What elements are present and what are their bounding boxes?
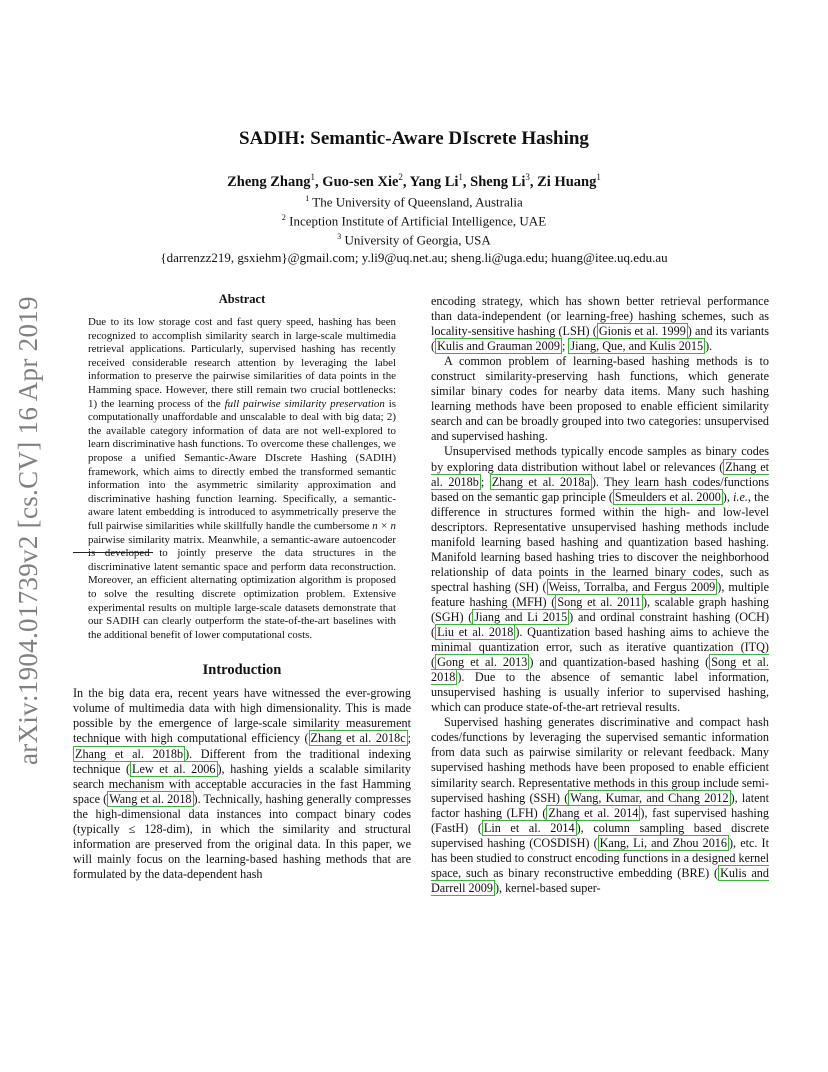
affiliation-mark: 3 [337,232,342,242]
citation-link[interactable]: Song et al. 2018 [431,655,769,685]
citation-link[interactable]: Weiss, Torralba, and Fergus 2009 [548,579,716,594]
citation-link[interactable]: Kulis and Grauman 2009 [437,339,560,354]
body-paragraph: In the big data era, recent years have witnessed the ever-growing volume of multimedia data with high dimensionality. This is made possible by the emergence of large-scale similarity measurement technique with high computational efficiency ( Zhang et al. 2018c ; Zhang et al. 2018b ). Different from the traditional indexing technique ( Lew et al. 2006 ), hashing yields a scalable similarity search mechanism with acceptable accuracies in the fast Hamming space ( Wang et al. 2018 ). Technically, hashing generally compresses the high-dimensional data instances into compact binary codes (typically ≤ 128-dim), in which the similarity and structural information are preserved from the original data. In this paper, we will mainly focus on the learning-based hashing methods that are formulated by the data-dependent hash [73,686,412,881]
author-list: Zheng Zhang$^1$, Guo-sen Xie$^2$, Yang Li$^1$, Sheng Li$^3$, Zi Huang$^1$ [227,172,601,190]
author-affiliation-mark: 3 [525,172,530,182]
author-affiliation-mark: 1 [596,172,601,182]
body-paragraph: Unsupervised methods typically encode samples as binary codes by exploring data distribution without label or relevances ( Zhang et al. 2018b ; Zhang et al. 2018a ). They learn hash codes/functions based on the semantic gap principle ( Smeulders et al. 2000 ), i.e., the difference in structures formed within the high- and low-level descriptors. Representative unsupervised hashing methods include manifold learning based hashing and quantization based hashing. Manifold learning based hashing tries to discover the neighborhood relationship of data points in the learned binary codes, such as spectral hashing (SH) ( Weiss, Torralba, and Fergus 2009 ), multiple feature hashing (MFH) ( Song et al. 2011 ), scalable graph hashing (SGH) ( Jiang and Li 2015 ) and ordinal constraint hashing (OCH) ( Liu et al. 2018 ). Quantization based hashing aims to achieve the minimal quantization error, such as iterative quantization (ITQ) ( Gong et al. 2013 ) and quantization-based hashing ( Song et al. 2018 ). Due to the absence of semantic label information, unsupervised hashing is usually inferior to supervised hashing, which can produce state-of-the-art retrieval results. [431,444,770,715]
citation-link[interactable]: Wang, Kumar, and Chang 2012 [570,790,729,805]
body-paragraph: encoding strategy, which has shown better retrieval performance than data-independent (or learning-free) hashing schemes, such as locality-sensitive hashing (LSH) ( Gionis et al. 1999 ) and its variants ( Kulis and Grauman 2009 ; Jiang, Que, and Kulis 2015 ). [431,294,769,354]
emphasis-text: n × n [372,519,396,532]
citation-link[interactable]: Zhang et al. 2018a [491,474,590,489]
author-emails: {darrenzz219, gsxiehm}@gmail.com; y.li9@uq.net.au; sheng.li@uga.edu; huang@itee.uq.edu.au [160,249,668,265]
paper-title: SADIH: Semantic-Aware DIscrete Hashing [239,128,589,149]
citation-link[interactable]: Jiang and Li 2015 [474,609,568,624]
citation-link[interactable]: Zhang et al. 2018b [75,746,184,761]
emphasis-text: i.e., [733,489,751,504]
affiliation-line [0,229,828,248]
citation-link[interactable]: Wang et al. 2018 [109,791,192,806]
citation-link[interactable]: Smeulders et al. 2000 [614,489,721,504]
citation-link[interactable]: Song et al. 2011 [557,594,641,609]
citation-link[interactable]: Kulis and Darrell 2009 [431,865,769,895]
citation-link[interactable]: Kang, Li, and Zhou 2016 [599,835,727,850]
introduction-heading: Introduction [202,662,282,679]
citation-link[interactable]: Lin et al. 2014 [483,820,575,835]
emphasis-text: full pairwise similarity preservation [224,397,385,410]
body-paragraph: Supervised hashing generates discriminative and compact hash codes/functions by leveraging the supervised semantic information from data such as pairwise similarity or relevant feedback. Many supervised hashing methods have been proposed to enable efficient similarity search. Representative methods in this group include semi-supervised hashing (SSH) ( Wang, Kumar, and Chang 2012 ), latent factor hashing (LFH) ( Zhang et al. 2014 ), fast supervised hashing (FastH) ( Lin et al. 2014 ), column sampling based discrete supervised hashing (COSDISH) ( Kang, Li, and Zhou 2016 ), etc. It has been studied to construct encoding functions in a designed kernel space, such as binary reconstructive embedding (BRE) ( Kulis and Darrell 2009 ), kernel-based super- [431,715,770,895]
footnote-divider [73,552,153,553]
author-name: Sheng Li [470,173,526,190]
citation-link[interactable]: Gionis et al. 1999 [598,324,686,339]
right-column [431,294,769,896]
author-name: Yang Li [409,173,459,190]
citation-link[interactable]: Gong et al. 2013 [437,655,528,670]
author-affiliation-mark: 1 [458,172,463,182]
affiliation-mark: 1 [305,193,310,203]
abstract-heading: Abstract [218,292,266,306]
citation-link[interactable]: Zhang et al. 2018b [431,459,769,489]
author-name: Guo-sen Xie [322,173,399,190]
citation-link[interactable]: Jiang, Que, and Kulis 2015 [570,339,704,354]
author-name: Zheng Zhang [227,173,311,190]
introduction-body [73,686,411,882]
left-column [73,292,411,882]
author-name: Zi Huang [537,173,597,190]
citation-link[interactable]: Lew et al. 2006 [132,761,216,776]
arxiv-identifier-stamp: arXiv:1904.01739v2 [cs.CV] 16 Apr 2019 [13,296,43,765]
citation-link[interactable]: Zhang et al. 2014 [548,805,639,820]
paper-header [0,128,828,267]
citation-link[interactable]: Zhang et al. 2018c [310,731,406,746]
affiliation-list [0,191,828,249]
right-column-body [431,294,769,896]
affiliation-text: The University of Queensland, Australia [309,194,523,210]
author-affiliation-mark: 1 [310,172,316,182]
citation-link[interactable]: Liu et al. 2018 [437,625,514,640]
affiliation-line [0,210,828,229]
affiliation-mark: 2 [281,213,286,223]
author-affiliation-mark: 2 [398,172,403,182]
body-paragraph: A common problem of learning-based hashing methods is to construct similarity-preserving hash functions, which generate similar binary codes for nearby data items. Many such hashing learning methods have been proposed to enable efficient similarity search and can be broadly grouped into two categories: unsupervised and supervised hashing. [431,354,769,444]
affiliation-text: University of Georgia, USA [341,232,491,248]
affiliation-line [0,191,828,210]
affiliation-text: Inception Institute of Artificial Intelligence, UAE [285,213,547,229]
abstract-body: Due to its low storage cost and fast query speed, hashing has been recognized to accomplish similarity search in large-scale multimedia retrieval applications. Particularly, supervised hashing has recently received considerable research attention by leveraging the label information to preserve the pairwise similarities of data points in the Hamming space. However, there still remain two crucial bottlenecks: 1) the learning process of the full pairwise similarity preservation is computationally unaffordable and unscalable to deal with big data; 2) the available category information of data are not well-explored to learn discriminative hash functions. To overcome these challenges, we propose a unified Semantic-Aware DIscrete Hashing (SADIH) framework, which aims to directly embed the transformed semantic information into the asymmetric similarity approximation and discriminative hashing function learning. Specifically, a semantic-aware latent embedding is introduced to asymmetrically preserve the full pairwise similarities while skillfully handle the cumbersome n × n pairwise similarity matrix. Meanwhile, a semantic-aware autoencoder is developed to jointly preserve the data structures in the discriminative latent semantic space and perform data reconstruction. Moreover, an efficient alternating optimization algorithm is proposed to solve the resulting discrete optimization problem. Extensive experimental results on multiple large-scale datasets demonstrate that our SADIH can clearly outperform the state-of-the-art baselines with the additional benefit of lower computational costs. [88,316,396,641]
